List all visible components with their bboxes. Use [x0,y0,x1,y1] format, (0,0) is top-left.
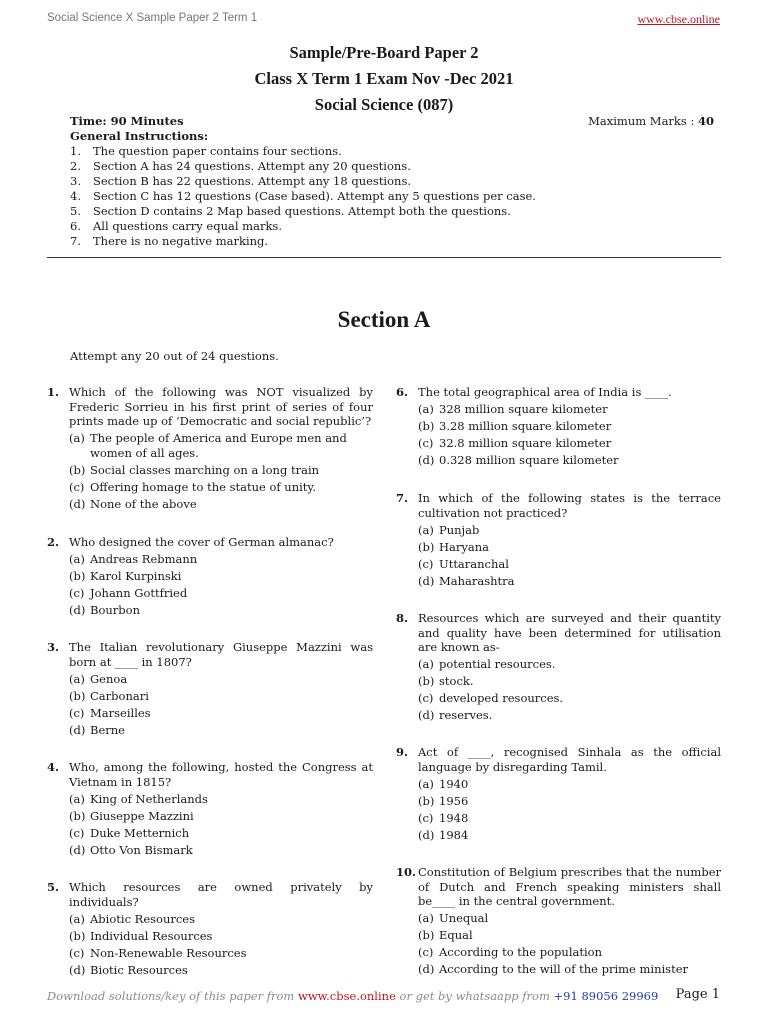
option: (b) Haryana [418,539,489,554]
option: (c) Marseilles [69,705,151,720]
option: (a) Andreas Rebmann [69,552,198,566]
question [396,745,721,842]
option: (b) 3.28 million square kilometer [418,419,612,433]
exam-title: Class X Term 1 Exam Nov -Dec 2021 [254,69,514,88]
option: (b) Giuseppe Mazzini [69,808,194,823]
option: (d) reserves. [418,708,493,722]
page-footer [47,989,720,1007]
question-number: 10. [396,865,417,879]
header-link[interactable]: www.cbse.online [637,12,720,26]
question-text: Constitution of Belgium prescribes that the number of Dutch and French speaking ministers shall be____ in the central government. [418,865,721,908]
option: (b) Carbonari [69,688,149,703]
option: (c) Duke Metternich [69,825,190,840]
option: (c) According to the population [418,945,602,959]
option: (c) developed resources. [418,691,564,705]
section-instruction: Attempt any 20 out of 24 questions. [70,349,279,363]
question-number: 3. [47,640,60,654]
footer-phone-link[interactable]: +91 89056 29969 [553,989,659,1003]
paper-title: Sample/Pre-Board Paper 2 [289,43,479,62]
option: (b) stock. [418,674,474,688]
instruction-item: 1. The question paper contains four sections. [70,144,342,158]
question-text: In which of the following states is the terrace cultivation not practiced? [418,491,721,520]
header-title: Social Science X Sample Paper 2 Term 1 [47,12,258,24]
option: (a) 1940 [418,776,469,791]
question-number: 8. [396,611,409,625]
section-title: Section A [337,307,431,332]
option: (a) potential resources. [418,657,556,671]
option: (d) Berne [69,722,125,737]
page-header [47,12,720,30]
question [396,491,721,588]
instructions-heading: General Instructions: [70,129,209,143]
instruction-item: 3. Section B has 22 questions. Attempt any 18 questions. [70,174,412,188]
question-text: Act of ____, recognised Sinhala as the official language by disregarding Tamil. [418,745,721,774]
option: (c) Uttaranchal [418,556,509,571]
question-number: 6. [396,385,409,399]
subject-title: Social Science (087) [314,95,454,114]
option: (b) Karol Kurpinski [69,569,182,583]
question-number: 7. [396,491,409,505]
question [47,880,373,977]
option: (d) Otto Von Bismark [69,842,193,857]
instruction-item: 2. Section A has 24 questions. Attempt any 20 questions. [70,159,411,173]
option: (b) Social classes marching on a long train [69,462,320,477]
question [47,760,373,857]
option: (c) Johann Gottfried [69,586,188,600]
max-marks [588,114,714,129]
option: (b) 1956 [418,793,469,808]
question-text: The Italian revolutionary Giuseppe Mazzini was born at ____ in 1807? [69,640,373,669]
question-text: Who, among the following, hosted the Congress at Vietnam in 1815? [69,760,373,789]
page-number: Page 1 [675,987,720,1002]
option: (b) Individual Resources [69,928,213,943]
option: (a) Unequal [418,911,489,925]
question-number: 1. [47,385,60,399]
question-number: 9. [396,745,409,759]
question [47,535,373,618]
max-marks-value: 40 [697,114,714,128]
option: (d) 1984 [418,827,469,842]
instruction-item: 6. All questions carry equal marks. [70,219,282,233]
question-text: Which of the following was NOT visualized by Frederic Sorrieu in his first print of series of four prints made up of ‘Democratic and social republic’? [69,385,373,428]
time-label: Time: 90 Minutes [70,114,184,128]
question-number: 2. [47,535,60,549]
instructions-list [70,144,720,249]
option: (c) Non-Renewable Resources [69,945,247,960]
option: (d) 0.328 million square kilometer [418,453,619,467]
question [47,385,373,511]
option: (d) Bourbon [69,603,140,617]
option: (b) Equal [418,928,473,942]
instruction-item: 5. Section D contains 2 Map based questions. Attempt both the questions. [70,204,511,218]
option: (d) Maharashtra [418,573,515,588]
instruction-item: 7. There is no negative marking. [70,234,269,248]
paper-titles [0,40,768,118]
question-number: 5. [47,880,60,894]
question [396,611,721,723]
option: (d) None of the above [69,496,197,511]
option: (c) Offering homage to the statue of unity. [69,479,317,494]
footer-text: Download solutions/key of this paper from www.cbse.online or get by whatsaapp from +91 89056 29969 [47,989,659,1003]
option: (a) Punjab [418,522,480,537]
divider [47,257,721,258]
question-number: 4. [47,760,60,774]
question-text: The total geographical area of India is ____. [418,385,672,399]
option: (a) King of Netherlands [69,791,208,806]
question-text: Resources which are surveyed and their quantity and quality have been determined for utilisation are known as- [418,611,721,654]
option: (d) Biotic Resources [69,962,188,977]
option: (a) 328 million square kilometer [418,402,608,416]
question [396,865,721,977]
option: (a) Genoa [69,671,128,686]
max-marks-label: Maximum Marks : [588,114,695,128]
question-text: Which resources are owned privately by individuals? [69,880,373,909]
question-text: Who designed the cover of German almanac? [69,535,334,549]
exam-meta [70,114,720,249]
option: (c) 1948 [418,810,469,825]
question [396,385,721,468]
question [47,640,373,737]
option: (c) 32.8 million square kilometer [418,436,612,450]
option: (d) According to the will of the prime minister [418,962,689,976]
option: (a) Abiotic Resources [69,911,196,926]
instruction-item: 4. Section C has 12 questions (Case based). Attempt any 5 questions per case. [70,189,536,203]
option: (a) The people of America and Europe men and women of all ages. [69,431,347,460]
footer-site-link[interactable]: www.cbse.online [297,989,396,1003]
